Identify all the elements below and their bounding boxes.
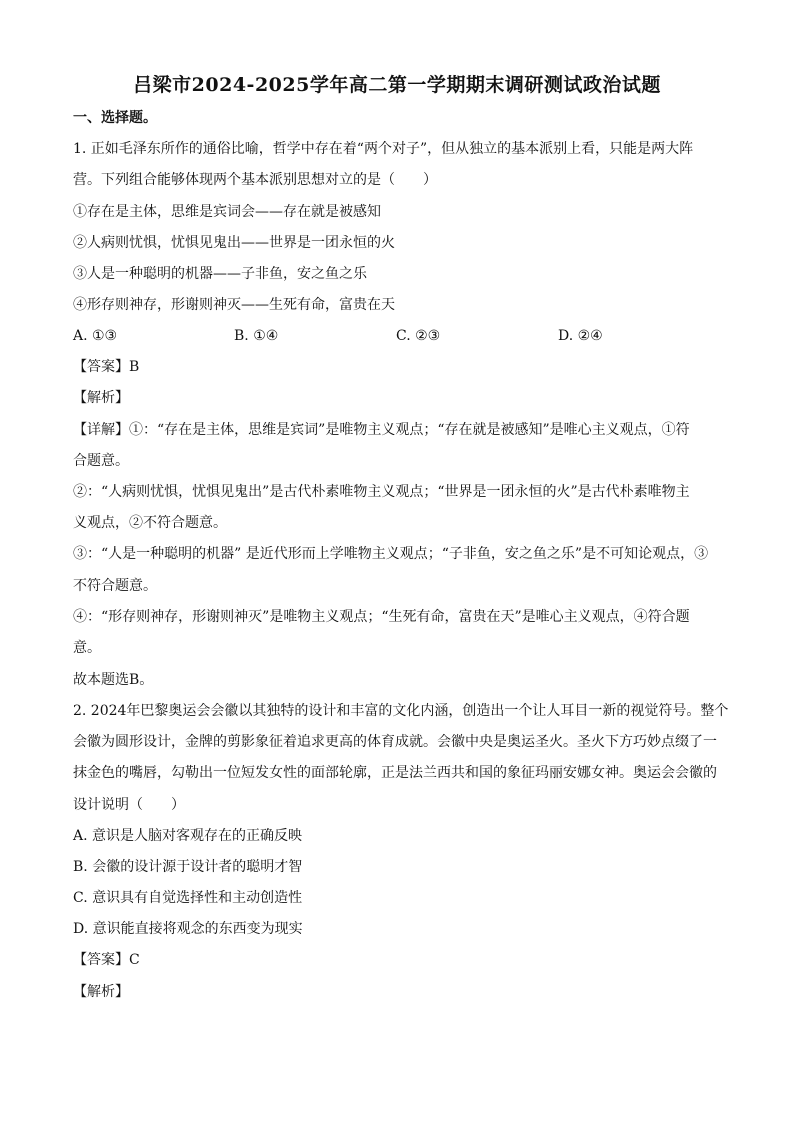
q2-answer: 【答案】C: [73, 952, 140, 968]
q1-analysis-label: 【解析】: [73, 390, 129, 406]
section-heading: 一、选择题。: [73, 110, 157, 126]
q1-explain-line: 合题意。: [73, 453, 129, 469]
q1-option-c: C. ②③: [396, 328, 441, 344]
q1-explain-line: 意。: [73, 640, 101, 656]
q1-item-2: ②人病则忧惧，忧惧见鬼出——世界是一团永恒的火: [73, 235, 395, 251]
q2-analysis-label: 【解析】: [73, 984, 129, 1000]
q1-stem-line-1: 1. 正如毛泽东所作的通俗比喻，哲学中存在着“两个对子”，但从独立的基本派别上看，只能是两大阵: [73, 141, 694, 157]
q2-option-c: C. 意识具有自觉选择性和主动创造性: [73, 890, 303, 906]
q1-explain-line: ②：“人病则忧惧，忧惧见鬼出”是古代朴素唯物主义观点；“世界是一团永恒的火”是古代朴素唯物主: [73, 484, 690, 500]
q1-explain-line: ④：“形存则神存，形谢则神灭”是唯物主义观点；“生死有命，富贵在天”是唯心主义观点，④符合题: [73, 609, 690, 625]
q2-stem-line-4: 设计说明（ ）: [73, 797, 185, 813]
q2-option-a: A. 意识是人脑对客观存在的正确反映: [73, 828, 303, 844]
q2-stem-line-2: 会徽为圆形设计，金牌的剪影象征着追求更高的体育成就。会徽中央是奥运圣火。圣火下方巧妙点缀了一: [73, 734, 717, 750]
q1-conclusion: 故本题选B。: [73, 672, 154, 688]
q1-option-a: A. ①③: [73, 328, 118, 344]
q1-item-3: ③人是一种聪明的机器——子非鱼，安之鱼之乐: [73, 266, 367, 282]
q1-explain-line: 不符合题意。: [73, 578, 157, 594]
q1-item-4: ④形存则神存，形谢则神灭——生死有命，富贵在天: [73, 297, 395, 313]
q2-stem-line-1: 2. 2024年巴黎奥运会会徽以其独特的设计和丰富的文化内涵，创造出一个让人耳目一新的视觉符号。整个: [73, 703, 729, 719]
q1-option-d: D. ②④: [558, 328, 603, 344]
q1-explain-line: 义观点，②不符合题意。: [73, 515, 227, 531]
q1-explain-line: ③：“人是一种聪明的机器” 是近代形而上学唯物主义观点；“子非鱼，安之鱼之乐”是不可知论观点，③: [73, 546, 709, 562]
q1-explain-line: 【详解】①：“存在是主体，思维是宾词”是唯物主义观点；“存在就是被感知”是唯心主义观点，①符: [73, 422, 690, 438]
q1-item-1: ①存在是主体，思维是宾词会——存在就是被感知: [73, 204, 381, 220]
q1-answer: 【答案】B: [73, 359, 140, 375]
q2-stem-line-3: 抹金色的嘴唇，勾勒出一位短发女性的面部轮廓，正是法兰西共和国的象征玛丽安娜女神。奥运会会徽的: [73, 765, 717, 781]
q1-option-b: B. ①④: [234, 328, 279, 344]
q2-option-b: B. 会徽的设计源于设计者的聪明才智: [73, 859, 303, 875]
page-title: 吕梁市2024-2025学年高二第一学期期末调研测试政治试题: [133, 74, 661, 96]
q1-stem-line-2: 营。下列组合能够体现两个基本派别思想对立的是（ ）: [73, 172, 437, 188]
q2-option-d: D. 意识能直接将观念的东西变为现实: [73, 921, 303, 937]
